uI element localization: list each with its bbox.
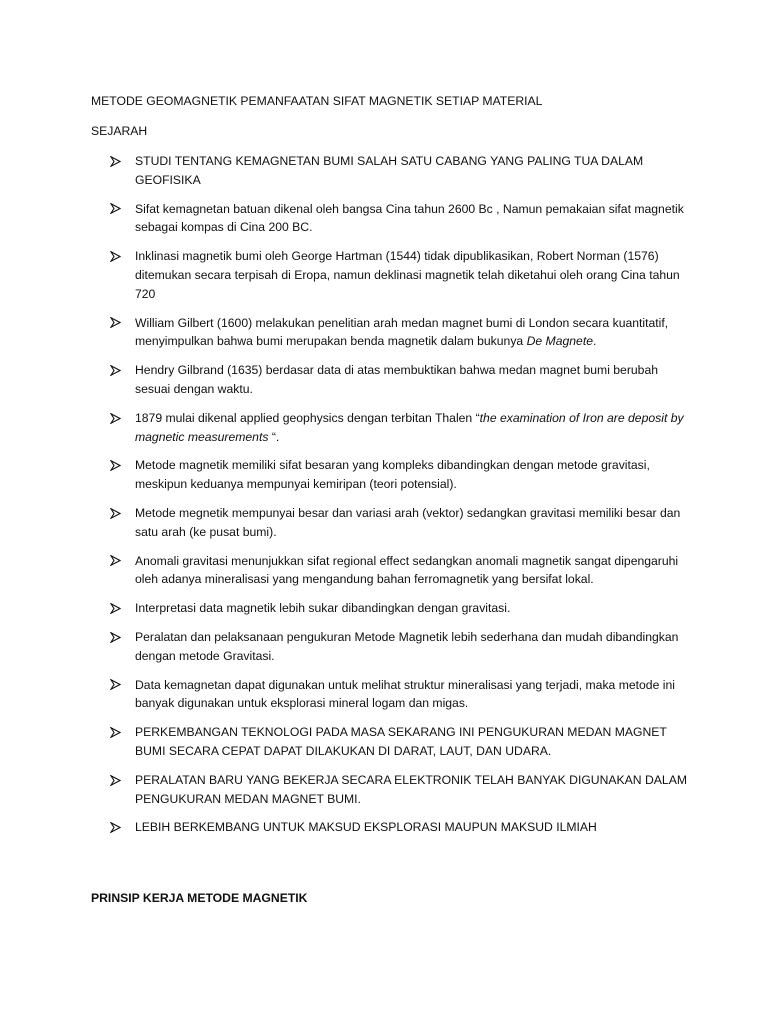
arrowhead-bullet-icon: [110, 409, 135, 428]
section-heading-prinsip: PRINSIP KERJA METODE MAGNETIK: [91, 891, 308, 905]
document-title: METODE GEOMAGNETIK PEMANFAATAN SIFAT MAGNETIK SETIAP MATERIAL: [91, 94, 543, 108]
bullet-text: [135, 628, 690, 666]
bullet-text-main: PERKEMBANGAN TEKNOLOGI PADA MASA SEKARANG INI PENGUKURAN MEDAN MAGNET BUMI SECARA CEPAT DAPAT DILAKUKAN DI DARAT, LAUT, DAN UDARA.: [135, 725, 667, 758]
bullet-text-end: .: [593, 334, 597, 349]
section-heading-sejarah: SEJARAH: [91, 124, 148, 138]
bullet-text: [135, 361, 690, 399]
bullet-text-main: Data kemagnetan dapat digunakan untuk melihat struktur mineralisasi yang terjadi, maka metode ini banyak digunakan untuk eksplorasi mineral logam dan migas.: [135, 677, 675, 711]
bullet-text-main: Interpretasi data magnetik lebih sukar dibandingkan dengan gravitasi.: [135, 601, 511, 616]
list-item: [110, 723, 690, 761]
list-item: [110, 552, 690, 590]
arrowhead-bullet-icon: [110, 152, 135, 171]
bullet-text-main: Metode megnetik mempunyai besar dan variasi arah (vektor) sedangkan gravitasi memiliki besar dan satu arah (ke pusat bumi).: [135, 505, 681, 539]
bullet-text: [135, 200, 690, 238]
arrowhead-bullet-icon: [110, 456, 135, 475]
bullet-text: [135, 409, 690, 447]
arrowhead-bullet-icon: [110, 599, 135, 618]
bullet-text-main: Hendry Gilbrand (1635) berdasar data di atas membuktikan bahwa medan magnet bumi berubah sesuai dengan waktu.: [135, 363, 659, 396]
list-item: [110, 361, 690, 399]
list-item: [110, 314, 690, 352]
list-item: [110, 599, 690, 618]
list-item: [110, 409, 690, 447]
bullet-text: [135, 152, 690, 190]
bullet-text: [135, 723, 690, 761]
bullet-text-italic: De Magnete: [526, 334, 593, 349]
arrowhead-bullet-icon: [110, 200, 135, 219]
bullet-text: [135, 456, 690, 494]
bullet-text: [135, 771, 690, 809]
list-item: [110, 200, 690, 238]
arrowhead-bullet-icon: [110, 771, 135, 790]
bullet-text: [135, 599, 690, 618]
bullet-text-main: Peralatan dan pelaksanaan pengukuran Metode Magnetik lebih sederhana dan mudah dibandingkan dengan metode Gravitasi.: [135, 629, 679, 663]
bullet-text: [135, 314, 690, 352]
bullet-text: [135, 552, 690, 590]
bullet-text-main: Anomali gravitasi menunjukkan sifat regional effect sedangkan anomali magnetik sangat dipengaruhi oleh adanya mineralisasi yang mengandung bahan ferromagnetik yang bersifat lokal.: [135, 553, 679, 587]
list-item: [110, 771, 690, 809]
list-item: [110, 247, 690, 303]
arrowhead-bullet-icon: [110, 723, 135, 742]
bullet-text: [135, 247, 690, 303]
arrowhead-bullet-icon: [110, 361, 135, 380]
bullet-text-end: “.: [268, 429, 280, 444]
bullet-text-italic: the examination of Iron are deposit by magnetic measurements: [135, 410, 684, 444]
arrowhead-bullet-icon: [110, 504, 135, 523]
bullet-text-main: Inklinasi magnetik bumi oleh George Hartman (1544) tidak dipublikasikan, Robert Norman (1576) ditemukan secara terpisah di Eropa, namun deklinasi magnetik telah diketahui oleh orang Cina tahun 720: [135, 249, 680, 301]
bullet-text-main: STUDI TENTANG KEMAGNETAN BUMI SALAH SATU CABANG YANG PALING TUA DALAM GEOFISIKA: [135, 154, 644, 187]
bullet-text-main: PERALATAN BARU YANG BEKERJA SECARA ELEKTRONIK TELAH BANYAK DIGUNAKAN DALAM PENGUKURAN MEDAN MAGNET BUMI.: [135, 772, 687, 806]
arrowhead-bullet-icon: [110, 676, 135, 695]
list-item: [110, 628, 690, 666]
arrowhead-bullet-icon: [110, 552, 135, 571]
arrowhead-bullet-icon: [110, 628, 135, 647]
list-item: [110, 504, 690, 542]
arrowhead-bullet-icon: [110, 818, 135, 837]
arrowhead-bullet-icon: [110, 247, 135, 266]
bullet-text: [135, 818, 690, 837]
bullet-list: [110, 152, 690, 847]
bullet-text: [135, 504, 690, 542]
list-item: [110, 676, 690, 714]
bullet-text-main: William Gilbert (1600) melakukan penelitian arah medan magnet bumi di London secara kuantitatif, menyimpulkan bahwa bumi merupakan benda magnetik dalam bukunya: [135, 315, 669, 349]
bullet-text-main: 1879 mulai dikenal applied geophysics dengan terbitan Thalen “: [135, 410, 480, 425]
list-item: [110, 456, 690, 494]
list-item: [110, 818, 690, 837]
bullet-text-main: LEBIH BERKEMBANG UNTUK MAKSUD EKSPLORASI MAUPUN MAKSUD ILMIAH: [135, 820, 597, 835]
arrowhead-bullet-icon: [110, 314, 135, 333]
list-item: [110, 152, 690, 190]
bullet-text-main: Metode magnetik memiliki sifat besaran yang kompleks dibandingkan dengan metode gravitasi, meskipun keduanya mempunyai kemiripan (teori potensial).: [135, 458, 650, 492]
bullet-text-main: Sifat kemagnetan batuan dikenal oleh bangsa Cina tahun 2600 Bc , Namun pemakaian sifat magnetik sebagai kompas di Cina 200 BC.: [135, 201, 684, 235]
bullet-text: [135, 676, 690, 714]
